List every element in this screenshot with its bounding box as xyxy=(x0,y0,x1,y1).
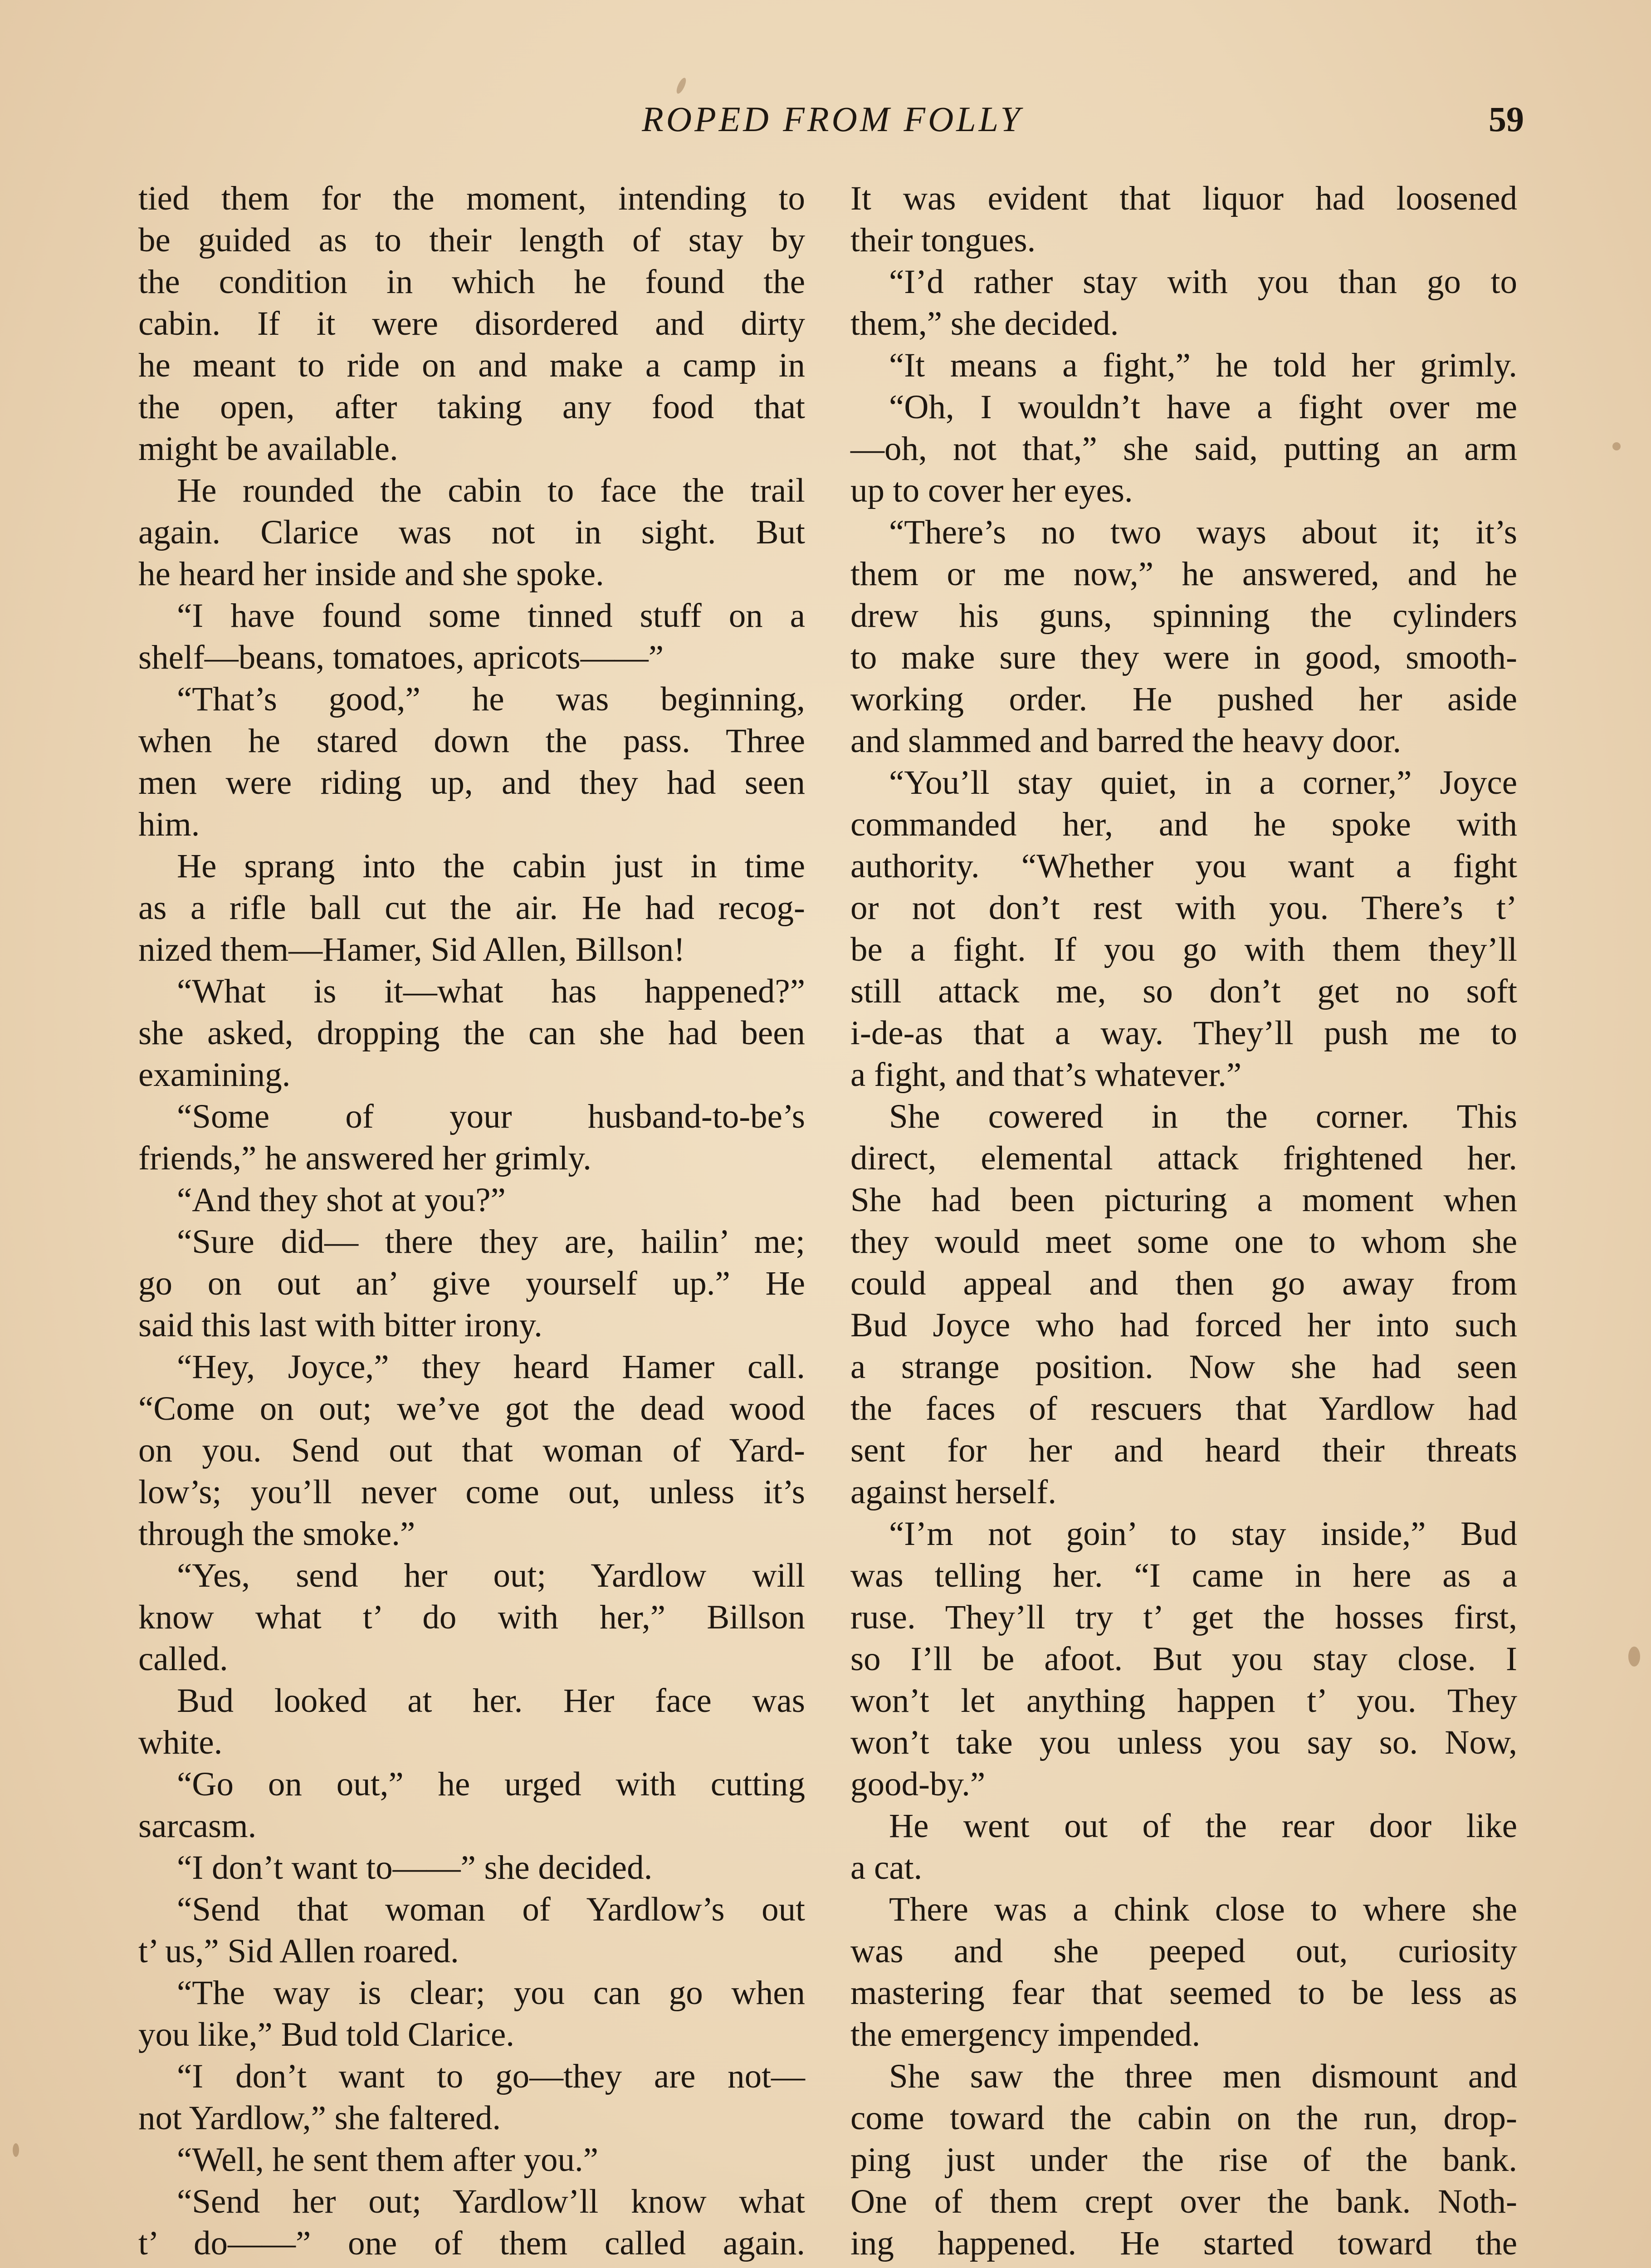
text-line: men were riding up, and they had seen xyxy=(138,764,805,802)
running-head: ROPED FROM FOLLY xyxy=(642,99,1023,139)
text-line: could appeal and then go away from xyxy=(850,1265,1517,1302)
text-line: “I have found some tinned stuff on a xyxy=(177,597,805,635)
text-line: Bud looked at her. Her face was xyxy=(177,1682,805,1720)
text-line: She saw the three men dismount and xyxy=(889,2058,1517,2095)
text-line: He sprang into the cabin just in time xyxy=(177,847,805,885)
text-line: shelf—beans, tomatoes, apricots——” xyxy=(138,639,664,676)
text-line: sarcasm. xyxy=(138,1807,257,1845)
text-line: not Yardlow,” she faltered. xyxy=(138,2099,501,2137)
text-line: and slammed and barred the heavy door. xyxy=(850,722,1402,760)
text-line: nized them—Hamer, Sid Allen, Billson! xyxy=(138,931,685,968)
text-line: or not don’t rest with you. There’s t’ xyxy=(850,889,1517,927)
text-line: was and she peeped out, curiosity xyxy=(850,1932,1517,1970)
text-line: “There’s no two ways about it; it’s xyxy=(889,513,1517,551)
text-line: they would meet some one to whom she xyxy=(850,1223,1517,1261)
text-line: He rounded the cabin to face the trail xyxy=(177,472,805,509)
text-line: “Come on out; we’ve got the dead wood xyxy=(138,1390,805,1427)
text-line: up to cover her eyes. xyxy=(850,472,1133,509)
ink-smudge xyxy=(1612,442,1621,450)
text-line: “Some of your husband-to-be’s xyxy=(177,1098,805,1135)
text-line: them,” she decided. xyxy=(850,305,1119,342)
text-line: commanded her, and he spoke with xyxy=(850,806,1517,843)
text-line: was telling her. “I came in here as a xyxy=(850,1557,1517,1594)
text-line: still attack me, so don’t get no soft xyxy=(850,973,1517,1010)
text-line: when he stared down the pass. Three xyxy=(138,722,805,760)
text-line: “Send her out; Yardlow’ll know what xyxy=(177,2183,805,2220)
text-line: “I don’t want to——” she decided. xyxy=(177,1849,653,1887)
text-line: She cowered in the corner. This xyxy=(889,1098,1517,1135)
text-line: so I’ll be afoot. But you stay close. I xyxy=(850,1640,1517,1678)
text-line: “I’d rather stay with you than go to xyxy=(889,263,1517,301)
text-line: “That’s good,” he was beginning, xyxy=(177,680,805,718)
text-line: drew his guns, spinning the cylinders xyxy=(850,597,1517,635)
page-header xyxy=(141,99,1524,149)
text-line: them or me now,” he answered, and he xyxy=(850,555,1517,593)
text-line: Bud Joyce who had forced her into such xyxy=(850,1306,1517,1344)
text-line: come toward the cabin on the run, drop- xyxy=(850,2099,1517,2137)
text-line: “Go on out,” he urged with cutting xyxy=(177,1765,805,1803)
text-line: working order. He pushed her aside xyxy=(850,680,1517,718)
text-line: There was a chink close to where she xyxy=(889,1891,1517,1928)
text-line: “Well, he sent them after you.” xyxy=(177,2141,599,2179)
text-line: the condition in which he found the xyxy=(138,263,805,301)
text-line: be guided as to their length of stay by xyxy=(138,221,805,259)
text-line: low’s; you’ll never come out, unless it’s xyxy=(138,1473,805,1511)
text-line: through the smoke.” xyxy=(138,1515,415,1553)
text-line: might be available. xyxy=(138,430,398,468)
text-line: “Hey, Joyce,” they heard Hamer call. xyxy=(177,1348,805,1386)
text-line: he heard her inside and she spoke. xyxy=(138,555,604,593)
text-line: t’ do——” one of them called again. xyxy=(138,2224,805,2262)
text-line: ping just under the rise of the bank. xyxy=(850,2141,1517,2179)
text-line: It was evident that liquor had loosened xyxy=(850,180,1517,217)
text-line: “What is it—what has happened?” xyxy=(177,973,805,1010)
text-line: tied them for the moment, intending to xyxy=(138,180,805,217)
text-line: t’ us,” Sid Allen roared. xyxy=(138,1932,459,1970)
text-line: go on out an’ give yourself up.” He xyxy=(138,1265,805,1302)
text-line: “You’ll stay quiet, in a corner,” Joyce xyxy=(889,764,1517,802)
text-line: said this last with bitter irony. xyxy=(138,1306,542,1344)
ink-smudge xyxy=(13,2143,19,2157)
text-line: she asked, dropping the can she had been xyxy=(138,1014,805,1052)
text-line: him. xyxy=(138,806,200,843)
text-line: friends,” he answered her grimly. xyxy=(138,1139,591,1177)
text-line: She had been picturing a moment when xyxy=(850,1181,1517,1219)
text-line: “Yes, send her out; Yardlow will xyxy=(177,1557,805,1594)
text-line: as a rifle ball cut the air. He had recog- xyxy=(138,889,805,927)
text-line: “I don’t want to go—they are not— xyxy=(177,2058,805,2095)
text-line: “Oh, I wouldn’t have a fight over me xyxy=(889,388,1517,426)
text-line: the open, after taking any food that xyxy=(138,388,805,426)
right-text-column xyxy=(850,178,1517,2264)
text-line: “And they shot at you?” xyxy=(177,1181,506,1219)
text-line: “I’m not goin’ to stay inside,” Bud xyxy=(889,1515,1517,1553)
page-number: 59 xyxy=(1489,99,1524,139)
text-line: ruse. They’ll try t’ get the hosses first, xyxy=(850,1598,1517,1636)
text-line: he meant to ride on and make a camp in xyxy=(138,347,805,384)
text-line: won’t take you unless you say so. Now, xyxy=(850,1724,1517,1761)
text-line: you like,” Bud told Clarice. xyxy=(138,2016,514,2053)
text-line: —oh, not that,” she said, putting an arm xyxy=(850,430,1517,468)
text-line: know what t’ do with her,” Billson xyxy=(138,1598,805,1636)
text-line: cabin. If it were disordered and dirty xyxy=(138,305,805,342)
text-line: be a fight. If you go with them they’ll xyxy=(850,931,1517,968)
text-line: sent for her and heard their threats xyxy=(850,1432,1517,1469)
text-line: “The way is clear; you can go when xyxy=(177,1974,805,2012)
text-line: One of them crept over the bank. Noth- xyxy=(850,2183,1517,2220)
text-line: examining. xyxy=(138,1056,291,1094)
text-line: their tongues. xyxy=(850,221,1036,259)
text-line: direct, elemental attack frightened her. xyxy=(850,1139,1517,1177)
text-line: mastering fear that seemed to be less as xyxy=(850,1974,1517,2012)
ink-smudge xyxy=(1628,1647,1640,1667)
text-line: on you. Send out that woman of Yard- xyxy=(138,1432,805,1469)
text-line: called. xyxy=(138,1640,228,1678)
text-line: the faces of rescuers that Yardlow had xyxy=(850,1390,1517,1427)
text-line: a strange position. Now she had seen xyxy=(850,1348,1517,1386)
left-text-column xyxy=(138,178,805,2264)
text-line: against herself. xyxy=(850,1473,1056,1511)
text-line: He went out of the rear door like xyxy=(889,1807,1517,1845)
text-line: “It means a fight,” he told her grimly. xyxy=(889,347,1517,384)
text-line: again. Clarice was not in sight. But xyxy=(138,513,805,551)
text-line: to make sure they were in good, smooth- xyxy=(850,639,1517,676)
text-line: ing happened. He started toward the xyxy=(850,2224,1517,2262)
text-line: a cat. xyxy=(850,1849,923,1887)
text-line: won’t let anything happen t’ you. They xyxy=(850,1682,1517,1720)
text-line: authority. “Whether you want a fight xyxy=(850,847,1517,885)
text-line: white. xyxy=(138,1724,223,1761)
text-line: i-de-as that a way. They’ll push me to xyxy=(850,1014,1517,1052)
text-line: “Send that woman of Yardlow’s out xyxy=(177,1891,805,1928)
text-line: “Sure did— there they are, hailin’ me; xyxy=(177,1223,805,1261)
text-line: good-by.” xyxy=(850,1765,986,1803)
text-line: a fight, and that’s whatever.” xyxy=(850,1056,1242,1094)
ink-smudge xyxy=(675,77,688,95)
text-line: the emergency impended. xyxy=(850,2016,1201,2053)
